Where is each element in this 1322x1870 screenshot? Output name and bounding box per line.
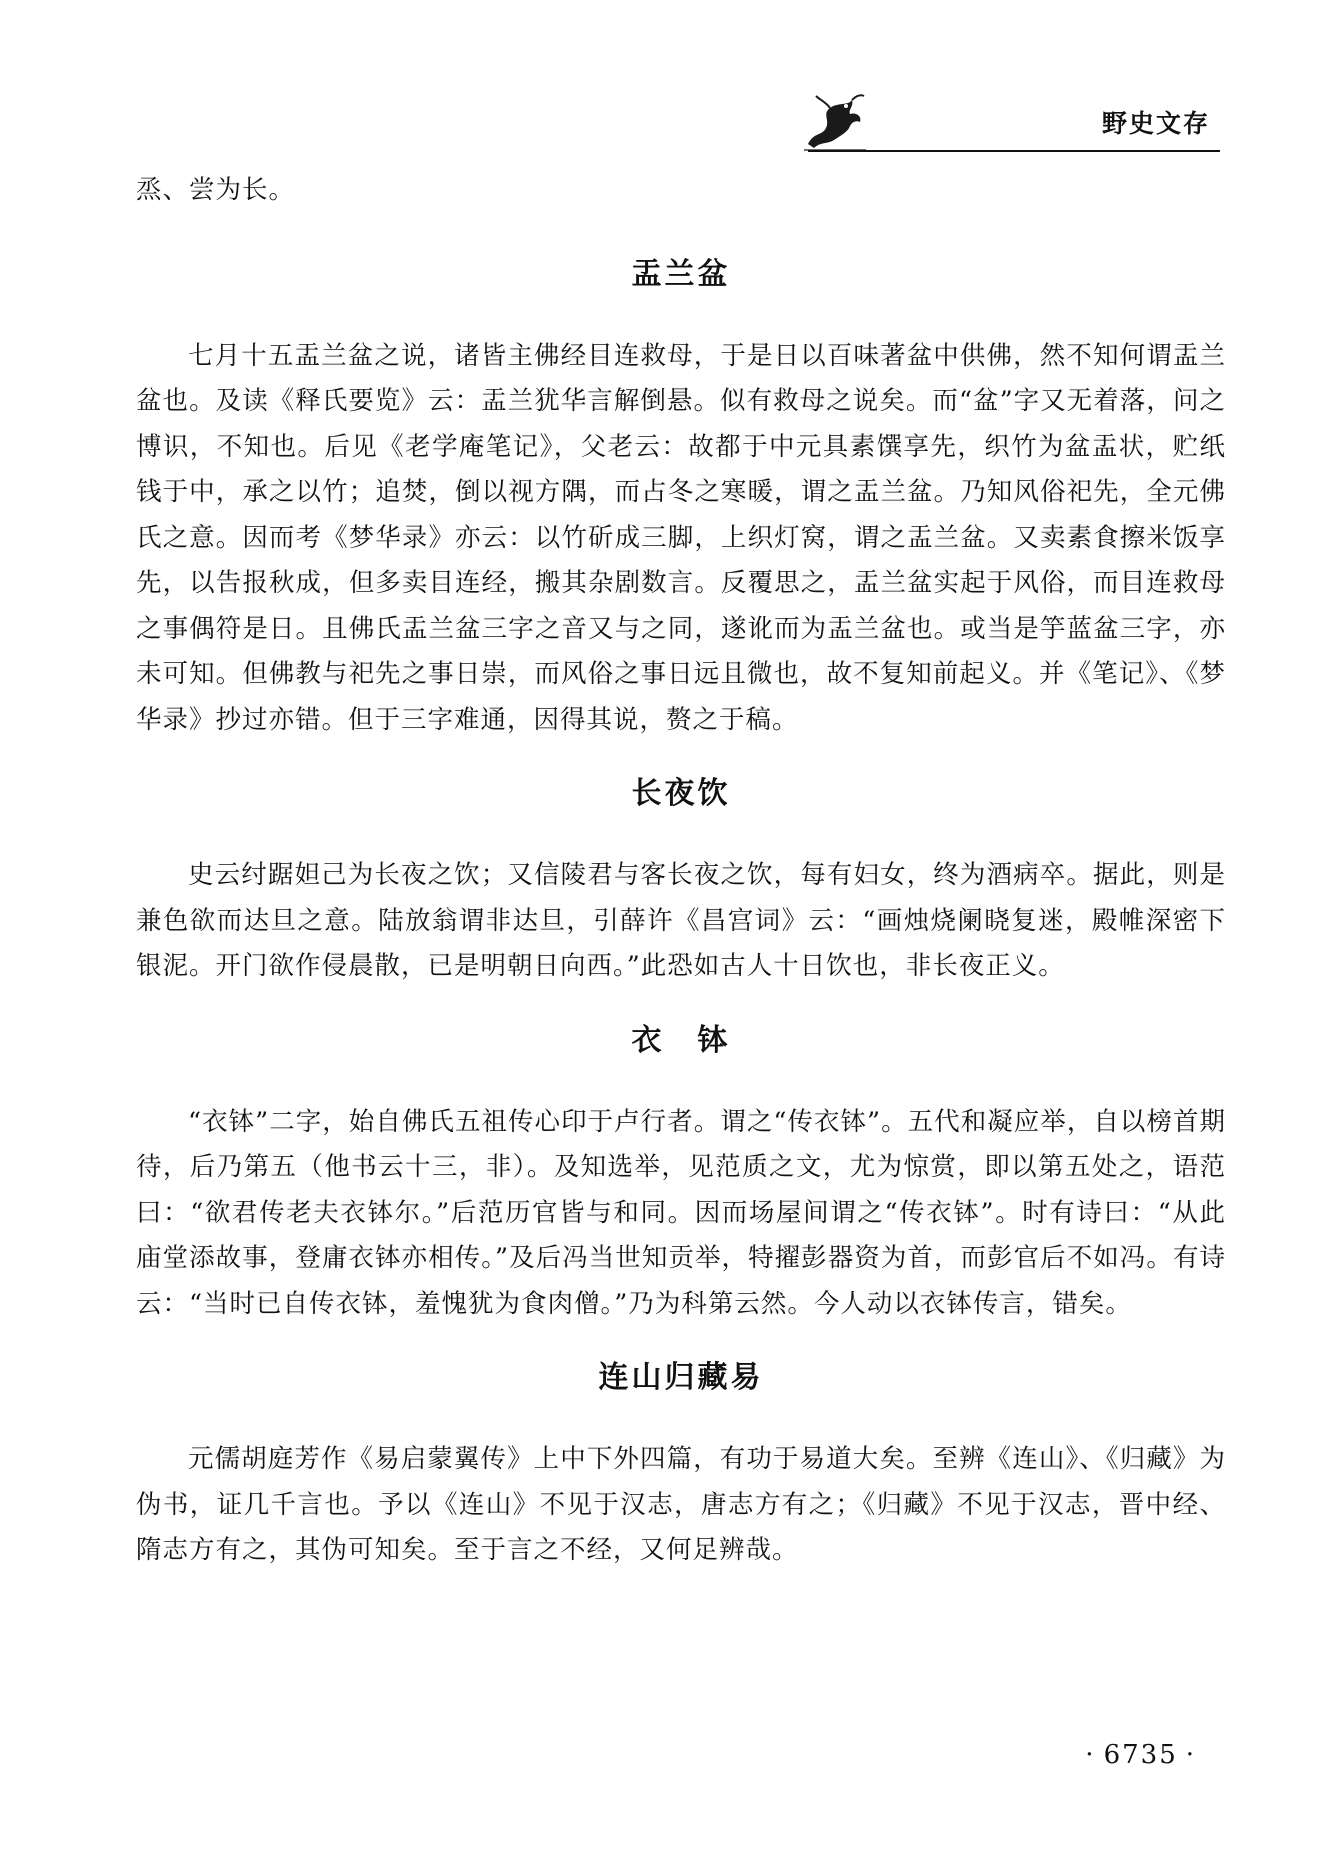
- section-body-yibo: “衣钵”二字，始自佛氏五祖传心印于卢行者。谓之“传衣钵”。五代和凝应举，自以榜首期待，后乃第五（他书云十三，非）。及知选举，见范质之文，尤为惊赏，即以第五处之，语范曰：“欲君传老夫衣钵尔。”后范历官皆与和同。因而场屋间谓之“传衣钵”。时有诗曰：“从此庙堂添故事，登庸衣钵亦相传。”及后冯当世知贡举，特擢彭器资为首，而彭官后不如冯。有诗云：“当时已自传衣钵，羞愧犹为食肉僧。”乃为科第云然。今人动以衣钵传言，错矣。: [136, 1106, 1226, 1319]
- section-body-lianshan: 元儒胡庭芳作《易启蒙翼传》上中下外四篇，有功于易道大矣。至辨《连山》、《归藏》为伪书，证几千言也。予以《连山》不见于汉志，唐志方有之；《归藏》不见于汉志，晋中经、隋志方有之，其伪可知矣。至于言之不经，又何足辨哉。: [136, 1444, 1226, 1565]
- header-rule: [808, 150, 1220, 152]
- running-head-title: 野史文存: [1101, 109, 1210, 138]
- running-head: [800, 92, 1220, 154]
- section-body-yulanpen: 七月十五盂兰盆之说，诸皆主佛经目连救母，于是日以百味著盆中供佛，然不知何谓盂兰盆也。及读《释氏要览》云：盂兰犹华言解倒悬。似有救母之说矣。而“盆”字又无着落，问之博识，不知也。后见《老学庵笔记》，父老云：故都于中元具素馔享先，织竹为盆盂状，贮纸钱于中，承之以竹；追焚，倒以视方隅，而占冬之寒暖，谓之盂兰盆。乃知风俗祀先，全元佛氏之意。因而考《梦华录》亦云：以竹斫成三脚，上织灯窝，谓之盂兰盆。又卖素食擦米饭享先，以告报秋成，但多卖目连经，搬其杂剧数言。反覆思之，盂兰盆实起于风俗，而目连救母之事偶符是日。且佛氏盂兰盆三字之音又与之同，遂讹而为盂兰盆也。或当是竽蓝盆三字，亦未可知。但佛教与祀先之事日崇，而风俗之事日远且微也，故不复知前起义。并《笔记》、《梦华录》抄过亦错。但于三字难通，因得其说，赘之于稿。: [136, 340, 1226, 735]
- page-number: [1077, 1740, 1204, 1770]
- page-number-value: 6735: [1103, 1740, 1178, 1770]
- section-title-lianshan: 连山归藏易: [598, 1360, 764, 1395]
- section-title-changyeyin: 长夜饮: [631, 776, 731, 811]
- page-content: [136, 168, 1226, 1574]
- section-body-changyeyin: 史云纣踞妲己为长夜之饮；又信陵君与客长夜之饮，每有妇女，终为酒病卒。据此，则是兼色欲而达旦之意。陆放翁谓非达旦，引薛许《昌宫词》云：“画烛烧阑晓复迷，殿帷深密下银泥。开门欲作侵晨散，已是明朝日向西。”此恐如古人十日饮也，非长夜正义。: [136, 860, 1226, 981]
- section-title-yulanpen: 盂兰盆: [631, 256, 731, 292]
- folio-dot-left: ·: [1085, 1740, 1096, 1770]
- folio-dot-right: ·: [1185, 1740, 1196, 1770]
- section-title-yibo: 衣 钵: [631, 1022, 731, 1058]
- lead-line: 烝、尝为长。: [136, 175, 296, 205]
- dragon-emblem-icon: [800, 92, 870, 154]
